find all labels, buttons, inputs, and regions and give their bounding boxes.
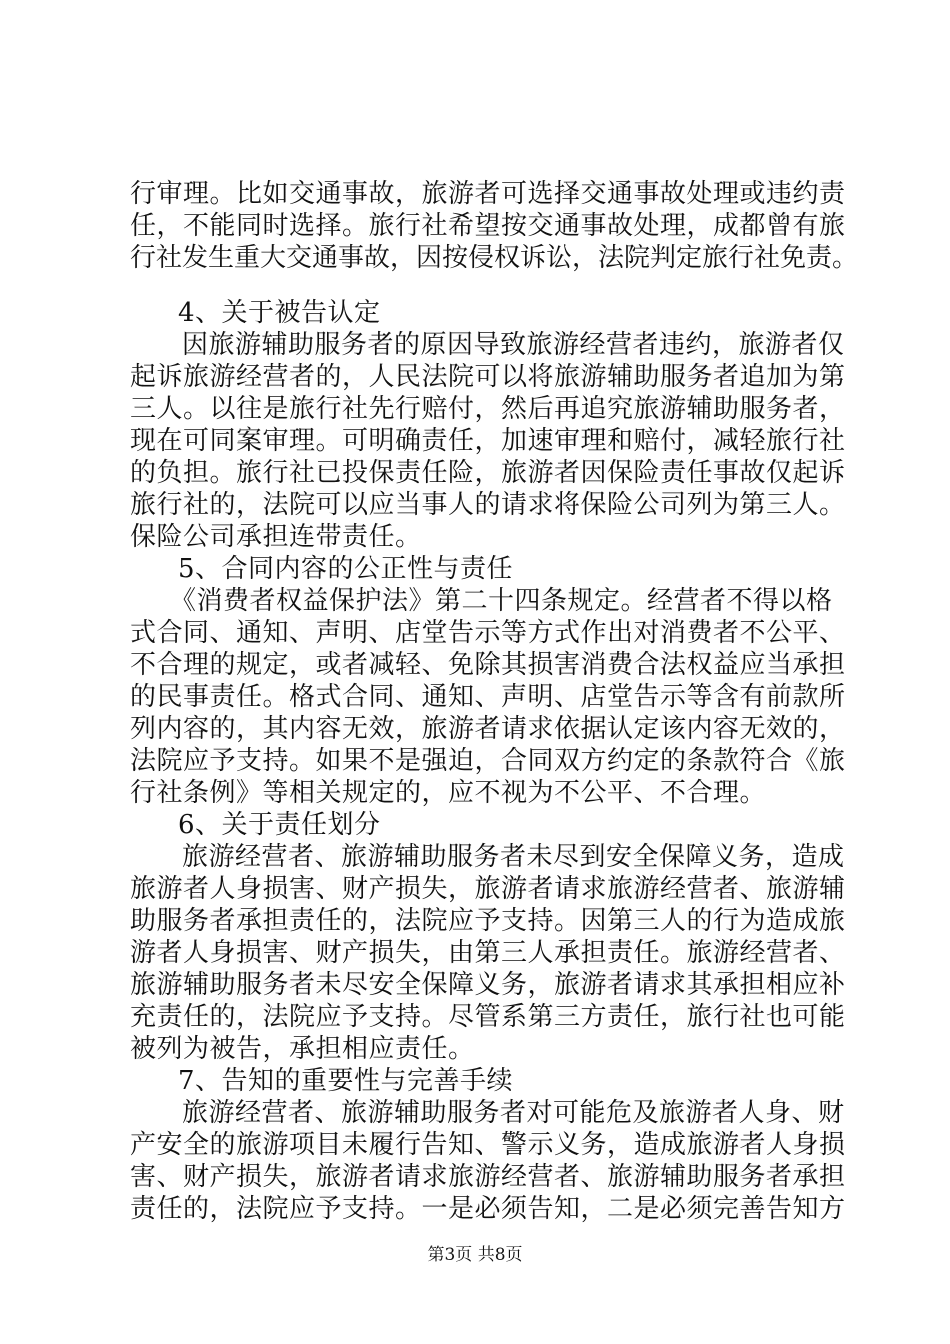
section-heading: 6、关于责任划分 <box>178 810 381 840</box>
body-text-line: 现在可同案审理。可明确责任，加速审理和赔付，减轻旅行社 <box>130 426 846 456</box>
body-text-line: 列内容的，其内容无效，旅游者请求依据认定该内容无效的， <box>130 714 846 744</box>
body-text-line: 旅游经营者、旅游辅助服务者未尽到安全保障义务，造成 <box>182 842 845 872</box>
body-text-line: 式合同、通知、声明、店堂告示等方式作出对消费者不公平、 <box>130 618 846 648</box>
body-text-line: 害、财产损失，旅游者请求旅游经营者、旅游辅助服务者承担 <box>130 1162 846 1192</box>
body-text-line: 行社发生重大交通事故，因按侵权诉讼，法院判定旅行社免责。 <box>130 243 859 273</box>
body-text-line: 行审理。比如交通事故，旅游者可选择交通事故处理或违约责 <box>130 179 846 209</box>
body-text-line: 充责任的，法院应予支持。尽管系第三方责任，旅行社也可能 <box>130 1002 846 1032</box>
body-text-line: 三人。以往是旅行社先行赔付，然后再追究旅游辅助服务者， <box>130 394 846 424</box>
body-text-line: 的民事责任。格式合同、通知、声明、店堂告示等含有前款所 <box>130 682 846 712</box>
section-heading: 5、合同内容的公正性与责任 <box>178 554 514 584</box>
body-text-line: 责任的，法院应予支持。一是必须告知，二是必须完善告知方 <box>130 1194 846 1224</box>
section-heading: 7、告知的重要性与完善手续 <box>178 1066 514 1096</box>
page-number-footer: 第3页 共8页 <box>427 1245 523 1265</box>
body-text-line: 游者人身损害、财产损失，由第三人承担责任。旅游经营者、 <box>130 938 846 968</box>
body-text-line: 保险公司承担连带责任。 <box>130 522 422 552</box>
body-text-line: 旅行社的，法院可以应当事人的请求将保险公司列为第三人。 <box>130 490 846 520</box>
body-text-line: 旅游者人身损害、财产损失，旅游者请求旅游经营者、旅游辅 <box>130 874 846 904</box>
body-text-line: 产安全的旅游项目未履行告知、警示义务，造成旅游者人身损 <box>130 1130 846 1160</box>
section-heading: 4、关于被告认定 <box>178 298 381 328</box>
body-text-line: 起诉旅游经营者的，人民法院可以将旅游辅助服务者追加为第 <box>130 362 846 392</box>
body-text-line: 因旅游辅助服务者的原因导致旅游经营者违约，旅游者仅 <box>182 330 845 360</box>
body-text-line: 行社条例》等相关规定的，应不视为不公平、不合理。 <box>130 778 767 808</box>
body-text-line: 被列为被告，承担相应责任。 <box>130 1034 475 1064</box>
body-text-line: 《消费者权益保护法》第二十四条规定。经营者不得以格 <box>170 586 833 616</box>
body-text-line: 任，不能同时选择。旅行社希望按交通事故处理，成都曾有旅 <box>130 211 846 241</box>
body-text-line: 法院应予支持。如果不是强迫，合同双方约定的条款符合《旅 <box>130 746 846 776</box>
body-text-line: 的负担。旅行社已投保责任险，旅游者因保险责任事故仅起诉 <box>130 458 846 488</box>
body-text-line: 助服务者承担责任的，法院应予支持。因第三人的行为造成旅 <box>130 906 846 936</box>
body-text-line: 旅游辅助服务者未尽安全保障义务，旅游者请求其承担相应补 <box>130 970 846 1000</box>
body-text-line: 不合理的规定，或者减轻、免除其损害消费合法权益应当承担 <box>130 650 846 680</box>
body-text-line: 旅游经营者、旅游辅助服务者对可能危及旅游者人身、财 <box>182 1098 845 1128</box>
